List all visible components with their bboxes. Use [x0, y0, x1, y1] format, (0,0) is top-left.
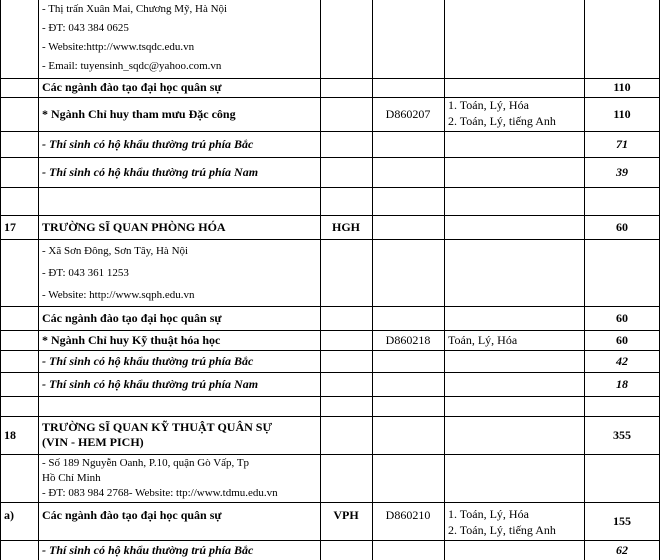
- table-row-programs-17: [0, 306, 660, 330]
- website-link[interactable]: - Website: http://www.sqph.edu.vn: [42, 289, 195, 301]
- programs-total: 155: [613, 513, 631, 528]
- table-row-school-17: [0, 215, 660, 239]
- sub-row-number: a): [4, 508, 14, 522]
- grid-line: [320, 0, 321, 560]
- grid-line: [0, 78, 660, 79]
- grid-line: [0, 0, 1, 560]
- grid-line: [0, 416, 660, 417]
- south-label: - Thí sinh có hộ khẩu thường trú phía Nam: [42, 164, 259, 179]
- address-line-2: Hồ Chí Minh: [42, 472, 101, 484]
- phone-text: - ĐT: 043 384 0625: [42, 22, 129, 34]
- table-row-school-18: [0, 416, 660, 454]
- table-row-major-1: [0, 97, 660, 131]
- grid-line: [0, 330, 660, 331]
- school-code: HGH: [331, 219, 360, 234]
- south-value: 39: [616, 164, 628, 179]
- grid-line: [0, 372, 660, 373]
- table-row-south-1: [0, 157, 660, 187]
- major-total: 60: [616, 332, 628, 347]
- north-label: - Thí sinh có hộ khẩu thường trú phía Bắc: [42, 353, 254, 368]
- south-label: - Thí sinh có hộ khẩu thường trú phía Nam: [42, 376, 259, 391]
- table-row-major-17: [0, 330, 660, 350]
- major-code: D860218: [385, 332, 431, 347]
- email-text: - Email: tuyensinh_sqdc@yahoo.com.vn: [42, 60, 222, 72]
- contact-info: [38, 239, 320, 306]
- grid-line: [584, 0, 585, 560]
- programs-label: Các ngành đào tạo đại học quân sự: [42, 80, 222, 94]
- grid-line: [0, 215, 660, 216]
- table-row-north-18: [0, 540, 660, 560]
- programs-subjects: [444, 502, 584, 540]
- north-value: 62: [616, 542, 628, 557]
- programs-total: 60: [616, 310, 628, 325]
- grid-line: [0, 396, 660, 397]
- programs-label: Các ngành đào tạo đại học quân sự: [42, 310, 222, 325]
- table-row-contact-1: [0, 0, 660, 78]
- major-code: D860207: [385, 106, 431, 121]
- table-row-contact-18: [0, 454, 660, 502]
- school-name-line-2: (VIN - HEM PICH): [42, 435, 144, 449]
- major-name: * Ngành Chỉ huy tham mưu Đặc công: [42, 106, 236, 121]
- north-label: - Thí sinh có hộ khẩu thường trú phía Bắc: [42, 136, 254, 151]
- north-value: 71: [616, 136, 628, 151]
- grid-line: [0, 157, 660, 158]
- grid-line: [0, 306, 660, 307]
- subjects-line-2: 2. Toán, Lý, tiếng Anh: [448, 523, 556, 537]
- school-name-line-1: TRƯỜNG SĨ QUAN KỸ THUẬT QUÂN SỰ: [42, 420, 273, 434]
- school-total: 60: [616, 219, 628, 234]
- programs-label: Các ngành đào tạo đại học quân sự: [42, 508, 222, 522]
- north-value: 42: [616, 353, 628, 368]
- contact-info: [38, 454, 320, 502]
- grid-line: [0, 502, 660, 503]
- grid-line: [0, 350, 660, 351]
- grid-line: [0, 239, 660, 240]
- phone-website-text: - ĐT: 083 984 2768- Website: ttp://www.tdmu.edu.vn: [42, 487, 278, 499]
- grid-line: [0, 97, 660, 98]
- south-value: 18: [616, 376, 628, 391]
- row-number: 18: [4, 427, 16, 442]
- table-row-contact-17: [0, 239, 660, 306]
- programs-total: 110: [613, 80, 631, 94]
- major-subjects: [444, 97, 584, 131]
- contact-info: [38, 0, 320, 78]
- north-label: - Thí sinh có hộ khẩu thường trú phía Bắc: [42, 542, 254, 557]
- major-total: 110: [613, 106, 631, 121]
- subjects-line-2: 2. Toán, Lý, tiếng Anh: [448, 114, 556, 128]
- row-number: 17: [4, 219, 16, 234]
- grid-line: [0, 187, 660, 188]
- grid-line: [0, 454, 660, 455]
- grid-line: [0, 131, 660, 132]
- address-text: - Thị trấn Xuân Mai, Chương Mỹ, Hà Nội: [42, 3, 228, 15]
- school-name: [38, 416, 320, 454]
- table-row-programs-18: [0, 502, 660, 540]
- grid-line: [372, 0, 373, 560]
- grid-line: [38, 0, 39, 560]
- phone-text: - ĐT: 043 361 1253: [42, 267, 129, 279]
- school-name: TRƯỜNG SĨ QUAN PHÒNG HÓA: [42, 219, 226, 234]
- grid-line: [444, 0, 445, 560]
- table-row-spacer-17: [0, 396, 660, 416]
- website-link[interactable]: - Website:http://www.tsqdc.edu.vn: [42, 41, 195, 53]
- table-row-programs-1: [0, 78, 660, 97]
- table-row-spacer-1: [0, 187, 660, 215]
- subjects-line-1: 1. Toán, Lý, Hóa: [448, 507, 529, 521]
- table-row-north-1: [0, 131, 660, 157]
- address-text: - Xã Sơn Đông, Sơn Tây, Hà Nội: [42, 245, 189, 257]
- major-name: * Ngành Chỉ huy Kỹ thuật hóa học: [42, 332, 221, 347]
- subjects-line-1: 1. Toán, Lý, Hóa: [448, 98, 529, 112]
- table-row-north-17: [0, 350, 660, 372]
- programs-code: VPH: [333, 508, 359, 522]
- school-total: 355: [613, 427, 631, 442]
- major-subjects: Toán, Lý, Hóa: [448, 332, 518, 347]
- table-row-south-17: [0, 372, 660, 396]
- grid-line: [0, 540, 660, 541]
- programs-major-code: D860210: [385, 508, 431, 522]
- address-line-1: - Số 189 Nguyễn Oanh, P.10, quận Gò Vấp, Tp: [42, 457, 250, 469]
